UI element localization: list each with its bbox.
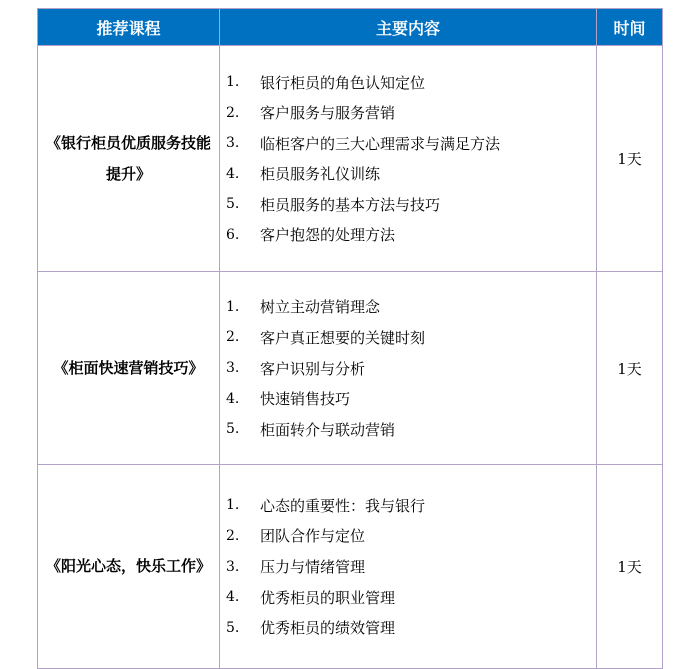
course-name: 《柜面快速营销技巧》 xyxy=(38,272,220,465)
item-number: 1. xyxy=(226,497,240,514)
item-text: 心态的重要性：我与银行 xyxy=(260,496,426,515)
item-text: 客户识别与分析 xyxy=(260,359,366,378)
item-text: 柜面转介与联动营销 xyxy=(260,420,396,439)
item-number: 3. xyxy=(226,360,240,376)
item-number: 4. xyxy=(226,165,240,182)
item-number: 6. xyxy=(226,226,240,243)
course-name: 《银行柜员优质服务技能提升》 xyxy=(38,46,220,272)
content-cell xyxy=(220,272,597,465)
item-number: 5. xyxy=(226,421,240,438)
list-item xyxy=(220,521,596,552)
item-text: 团队合作与定位 xyxy=(260,527,366,546)
list-item xyxy=(220,322,596,353)
content-cell xyxy=(220,46,597,272)
content-cell xyxy=(220,465,597,669)
item-number: 2. xyxy=(226,104,240,121)
header-course: 推荐课程 xyxy=(38,9,220,46)
item-number: 4. xyxy=(226,589,240,606)
item-number: 5. xyxy=(226,196,240,213)
item-number: 5. xyxy=(226,619,240,636)
list-item xyxy=(220,67,596,98)
list-item xyxy=(220,159,596,190)
item-text: 树立主动营销理念 xyxy=(260,298,381,317)
list-item xyxy=(220,383,596,414)
item-text: 客户服务与服务营销 xyxy=(260,104,396,123)
item-number: 3. xyxy=(226,135,240,152)
item-text: 优秀柜员的职业管理 xyxy=(260,588,396,607)
list-item xyxy=(220,551,596,582)
content-list xyxy=(220,67,596,251)
list-item xyxy=(220,490,596,521)
table-row xyxy=(38,272,663,465)
item-text: 压力与情绪管理 xyxy=(260,558,366,576)
item-number: 3. xyxy=(226,558,240,575)
item-text: 快速销售技巧 xyxy=(260,390,351,409)
item-text: 柜员服务礼仪训练 xyxy=(260,165,381,184)
time-cell: 1天 xyxy=(597,272,663,465)
content-list xyxy=(220,292,596,445)
list-item xyxy=(220,414,596,445)
list-item xyxy=(220,97,596,128)
list-item xyxy=(220,612,596,643)
item-number: 1. xyxy=(226,298,240,315)
course-name: 《阳光心态，快乐工作》 xyxy=(38,465,220,669)
item-text: 优秀柜员的绩效管理 xyxy=(260,619,396,638)
list-item xyxy=(220,189,596,220)
content-list xyxy=(220,490,596,643)
item-number: 4. xyxy=(226,390,240,407)
time-cell: 1天 xyxy=(597,46,663,272)
header-time: 时间 xyxy=(597,9,663,46)
item-text: 客户真正想要的关键时刻 xyxy=(260,328,426,347)
item-text: 客户抱怨的处理方法 xyxy=(260,226,396,245)
table-row xyxy=(38,465,663,669)
list-item xyxy=(220,353,596,384)
item-number: 1. xyxy=(226,74,240,91)
item-text: 临柜客户的三大心理需求与满足方法 xyxy=(260,134,501,153)
item-number: 2. xyxy=(226,329,240,346)
item-number: 2. xyxy=(226,527,240,544)
list-item xyxy=(220,128,596,159)
list-item xyxy=(220,292,596,323)
course-table xyxy=(37,8,663,669)
header-row xyxy=(38,9,663,46)
item-text: 柜员服务的基本方法与技巧 xyxy=(260,195,441,214)
header-content: 主要内容 xyxy=(220,9,597,46)
item-text: 银行柜员的角色认知定位 xyxy=(260,73,426,92)
table-row xyxy=(38,46,663,272)
list-item xyxy=(220,582,596,613)
time-cell: 1天 xyxy=(597,465,663,669)
list-item xyxy=(220,220,596,251)
